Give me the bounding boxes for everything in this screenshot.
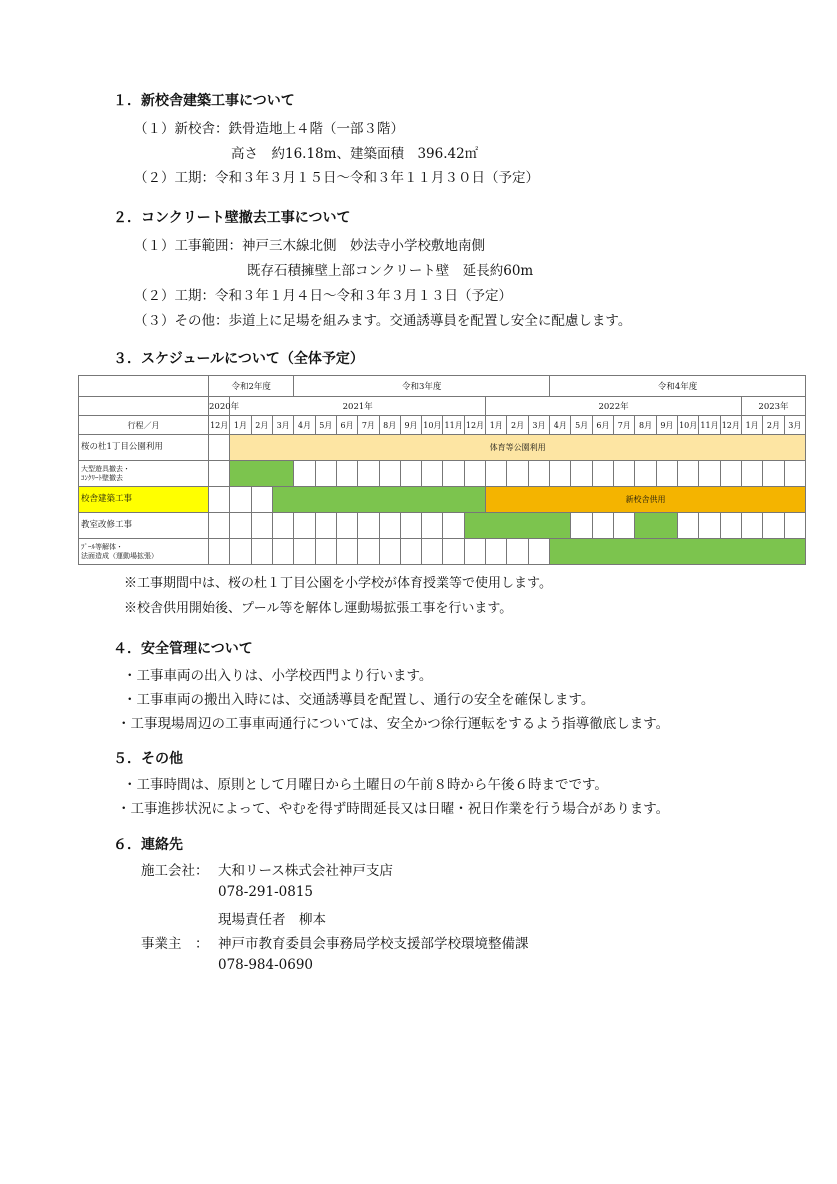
wall-work-period: （２）工期：令和３年１月４日～令和３年３月１３日（予定） [134,288,512,304]
gantt-cell [550,461,571,487]
gantt-bar [230,461,294,487]
gantt-bar [635,513,678,539]
gantt-corner [79,397,209,416]
gantt-cell [784,513,805,539]
gantt-cell [251,539,272,565]
gantt-cell [251,487,272,513]
month-header: 11月 [699,416,720,435]
gantt-cell [315,539,336,565]
gantt-cell [741,461,762,487]
gantt-cell [635,461,656,487]
gantt-cell [763,461,784,487]
gantt-cell [294,539,315,565]
gantt-cell [400,539,421,565]
owner-label: 事業主 ： [141,936,209,952]
gantt-bar: 体育等公園利用 [230,435,806,461]
month-header: 5月 [571,416,592,435]
task-label [79,461,209,487]
gantt-cell [230,487,251,513]
task-label: 桜の杜1丁目公園利用 [79,435,209,461]
month-header: 12月 [720,416,741,435]
calendar-year-header: 2022年 [486,397,742,416]
gantt-cell [251,513,272,539]
gantt-cell [720,513,741,539]
gantt-bar [464,513,571,539]
section-3-heading: ３．スケジュールについて（全体予定） [113,351,364,367]
gantt-corner [79,376,209,397]
fiscal-year-header: 令和2年度 [209,376,294,397]
wall-work-other: （３）その他：歩道上に足場を組みます。交通誘導員を配置し安全に配慮します。 [134,313,632,329]
gantt-cell [592,461,613,487]
process-header: 行程／月 [79,416,209,435]
gantt-cell [209,539,230,565]
gantt-cell [614,461,635,487]
gantt-cell [294,513,315,539]
schedule-note-1: ※工事期間中は、桜の杜１丁目公園を小学校が体育授業等で使用します。 [124,576,552,591]
month-header: 8月 [635,416,656,435]
gantt-cell [209,513,230,539]
gantt-cell [443,539,464,565]
month-header: 7月 [614,416,635,435]
gantt-cell [422,539,443,565]
other-item-2: ・工事進捗状況によって、やむを得ず時間延長又は日曜・祝日作業を行う場合があります。 [117,801,670,817]
month-header: 3月 [272,416,293,435]
gantt-cell [358,461,379,487]
month-header: 4月 [550,416,571,435]
gantt-cell [400,513,421,539]
gantt-bar [550,539,806,565]
section-5-heading: ５．その他 [113,751,183,767]
calendar-year-header: 2023年 [741,397,805,416]
gantt-cell [656,461,677,487]
month-header: 11月 [443,416,464,435]
contractor-phone: 078-291-0815 [218,884,314,900]
gantt-cell [528,539,549,565]
schedule-note-2: ※校舎供用開始後、プール等を解体し運動場拡張工事を行います。 [124,601,513,616]
month-header: 2月 [763,416,784,435]
section-4-heading: ４．安全管理について [113,641,253,657]
gantt-cell [230,539,251,565]
gantt-cell [294,461,315,487]
fiscal-year-header: 令和4年度 [550,376,806,397]
owner-name: 神戸市教育委員会事務局学校支援部学校環境整備課 [218,936,529,952]
site-manager: 現場責任者 柳本 [218,912,326,928]
month-header: 7月 [358,416,379,435]
month-header: 9月 [400,416,421,435]
gantt-cell [507,461,528,487]
task-label: 教室改修工事 [79,513,209,539]
gantt-cell [358,513,379,539]
gantt-cell [464,461,485,487]
gantt-cell [699,461,720,487]
wall-work-scope: （１）工事範囲：神戸三木線北側 妙法寺小学校敷地南側 [134,238,485,254]
gantt-cell [336,539,357,565]
calendar-year-header: 2020年 [209,397,230,416]
task-label-line: 法面造成（運動場拡張） [81,551,158,560]
gantt-cell [443,461,464,487]
contractor-label: 施工会社： [141,863,209,879]
gantt-cell [571,461,592,487]
gantt-cell [614,513,635,539]
month-header: 3月 [784,416,805,435]
calendar-year-header: 2021年 [230,397,486,416]
wall-work-detail: 既存石積擁壁上部コンクリート壁 延長約60m [247,263,534,279]
month-header: 12月 [464,416,485,435]
month-header: 6月 [592,416,613,435]
schedule-gantt-table [78,375,806,565]
gantt-cell [486,461,507,487]
section-1-heading: １．新校舎建築工事について [113,93,295,109]
month-header: 8月 [379,416,400,435]
safety-item-3: ・工事現場周辺の工事車両通行については、安全かつ徐行運転をするよう指導徹底します。 [117,716,670,732]
gantt-cell [209,435,230,461]
task-label [79,539,209,565]
month-header: 9月 [656,416,677,435]
gantt-cell [528,461,549,487]
gantt-cell [699,513,720,539]
gantt-cell [272,513,293,539]
gantt-bar: 新校舎供用 [486,487,806,513]
task-label-line: ﾌﾟｰﾙ等解体・ [81,542,123,551]
month-header: 10月 [422,416,443,435]
gantt-cell [741,513,762,539]
gantt-cell [678,513,699,539]
month-header: 1月 [486,416,507,435]
gantt-cell [720,461,741,487]
gantt-cell [571,513,592,539]
gantt-cell [678,461,699,487]
month-header: 6月 [336,416,357,435]
month-header: 3月 [528,416,549,435]
month-header: 1月 [741,416,762,435]
gantt-cell [784,461,805,487]
gantt-cell [315,513,336,539]
gantt-cell [379,461,400,487]
gantt-cell [486,539,507,565]
gantt-cell [422,513,443,539]
owner-phone: 078-984-0690 [218,957,314,973]
gantt-cell [358,539,379,565]
month-header: 4月 [294,416,315,435]
gantt-cell [209,487,230,513]
month-header: 10月 [678,416,699,435]
building-structure: （１）新校舎：鉄骨造地上４階（一部３階） [134,121,404,137]
building-period: （２）工期：令和３年３月１５日～令和３年１１月３０日（予定） [134,170,539,186]
gantt-cell [336,513,357,539]
gantt-cell [592,513,613,539]
building-size: 高さ 約16.18m、建築面積 396.42㎡ [231,146,479,162]
gantt-cell [400,461,421,487]
gantt-cell [230,513,251,539]
task-label: 校舎建築工事 [79,487,209,513]
gantt-cell [464,539,485,565]
gantt-cell [422,461,443,487]
safety-item-1: ・工事車両の出入りは、小学校西門より行います。 [123,668,433,684]
section-6-heading: ６．連絡先 [113,837,183,853]
gantt-cell [443,513,464,539]
task-label-line: ｺﾝｸﾘｰﾄ壁撤去 [81,473,123,482]
month-header: 5月 [315,416,336,435]
fiscal-year-header: 令和3年度 [294,376,550,397]
month-header: 12月 [209,416,230,435]
gantt-cell [379,539,400,565]
safety-item-2: ・工事車両の搬出入時には、交通誘導員を配置し、通行の安全を確保します。 [123,692,595,708]
other-item-1: ・工事時間は、原則として月曜日から土曜日の午前８時から午後６時までです。 [123,777,608,793]
gantt-bar [272,487,485,513]
gantt-cell [763,513,784,539]
month-header: 2月 [507,416,528,435]
gantt-cell [209,461,230,487]
gantt-cell [507,539,528,565]
gantt-cell [379,513,400,539]
gantt-cell [336,461,357,487]
month-header: 1月 [230,416,251,435]
section-2-heading: ２．コンクリート壁撤去工事について [113,210,351,226]
gantt-cell [272,539,293,565]
contractor-name: 大和リース株式会社神戸支店 [218,863,393,879]
month-header: 2月 [251,416,272,435]
gantt-cell [315,461,336,487]
task-label-line: 大型遊具撤去・ [81,464,130,473]
